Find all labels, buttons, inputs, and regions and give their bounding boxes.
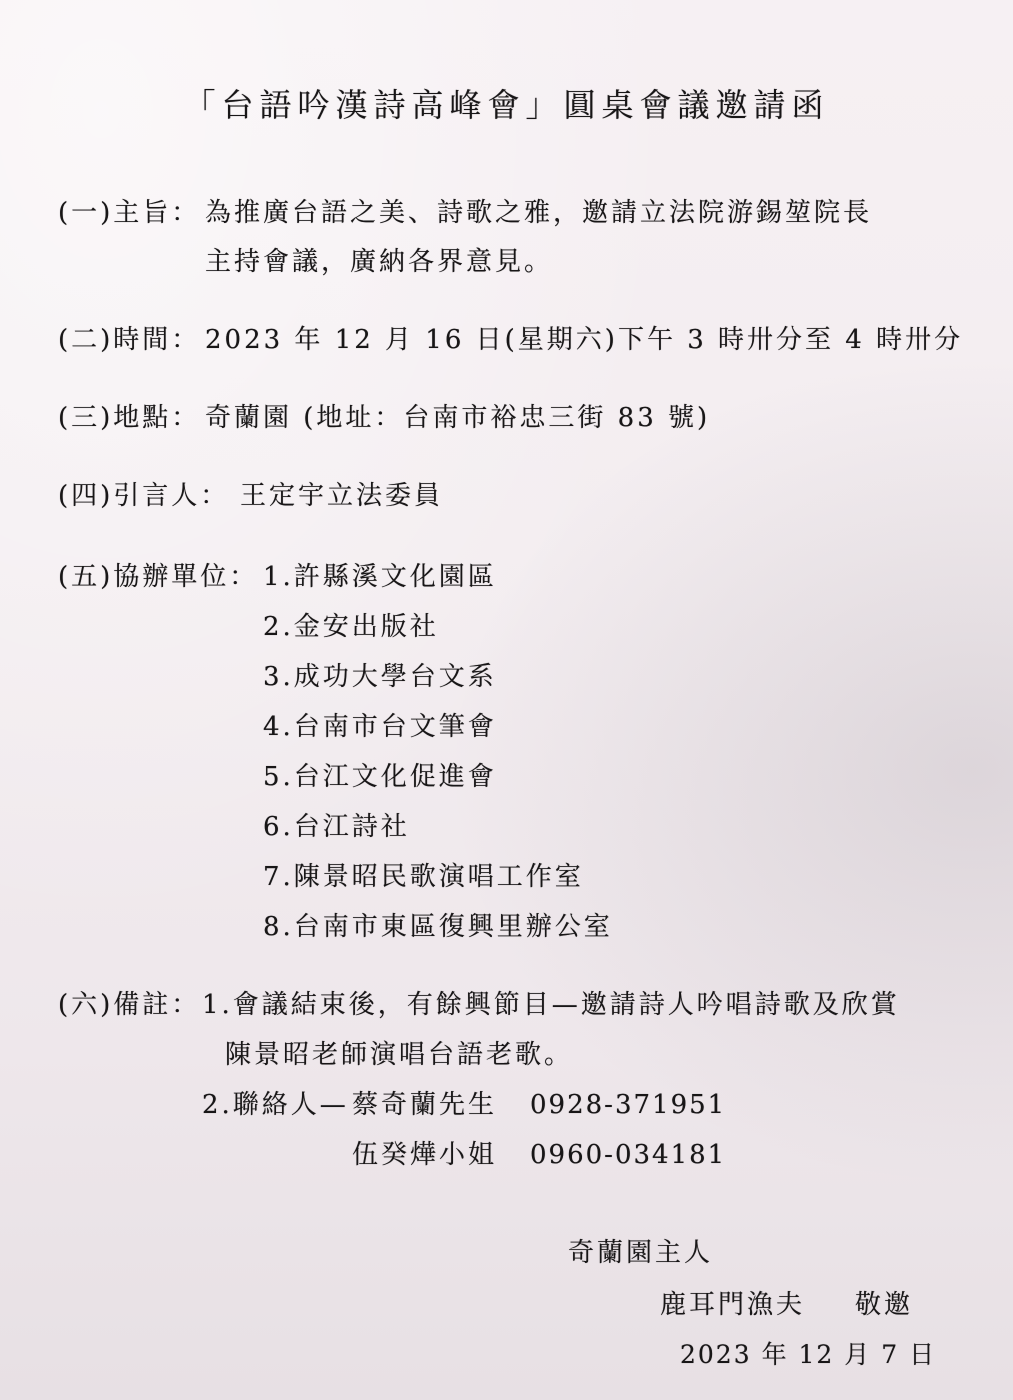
notes-item-line: 陳景昭老師演唱台語老歌。 bbox=[225, 1040, 574, 1070]
contact-name: 伍癸燁小姐 bbox=[352, 1140, 498, 1170]
notes-label: (六)備註： bbox=[58, 990, 201, 1020]
time-label: (二)時間： bbox=[58, 325, 201, 355]
document-title: 「台語吟漢詩高峰會」圓桌會議邀請函 bbox=[183, 86, 830, 124]
purpose-text-line: 為推廣台語之美、詩歌之雅，邀請立法院游錫堃院長 bbox=[205, 198, 873, 228]
co-organizers-label: (五)協辦單位： bbox=[58, 562, 259, 592]
time-value: 2023 年 12 月 16 日(星期六)下午 3 時卅分至 4 時卅分 bbox=[205, 325, 964, 355]
co-organizer-item: 1.許縣溪文化園區 bbox=[263, 562, 497, 592]
speaker-label: (四)引言人： bbox=[58, 481, 230, 511]
signature-closing: 敬邀 bbox=[855, 1290, 914, 1320]
signature-date: 2023 年 12 月 7 日 bbox=[680, 1340, 937, 1369]
co-organizer-item: 7.陳景昭民歌演唱工作室 bbox=[263, 862, 584, 892]
purpose-text-line: 主持會議，廣納各界意見。 bbox=[205, 247, 554, 277]
contact-phone: 0928-371951 bbox=[530, 1090, 727, 1120]
contact-phone: 0960-034181 bbox=[530, 1140, 727, 1170]
contact-name: 蔡奇蘭先生 bbox=[352, 1090, 498, 1120]
signature-host: 奇蘭園主人 bbox=[568, 1238, 714, 1268]
venue-label: (三)地點： bbox=[58, 403, 201, 433]
venue-value: 奇蘭園 (地址：台南市裕忠三街 83 號) bbox=[205, 403, 711, 433]
notes-item-line: 1.會議結束後，有餘興節目—邀請詩人吟唱詩歌及欣賞 bbox=[202, 990, 900, 1020]
co-organizer-item: 2.金安出版社 bbox=[263, 612, 439, 642]
co-organizer-item: 3.成功大學台文系 bbox=[263, 662, 497, 692]
co-organizer-item: 5.台江文化促進會 bbox=[263, 762, 497, 792]
purpose-label: (一)主旨： bbox=[58, 198, 201, 228]
contact-label: 2.聯絡人— bbox=[202, 1090, 349, 1120]
co-organizer-item: 8.台南市東區復興里辦公室 bbox=[263, 912, 613, 942]
co-organizer-item: 6.台江詩社 bbox=[263, 812, 410, 842]
signature-sender: 鹿耳門漁夫 bbox=[660, 1290, 806, 1320]
co-organizer-item: 4.台南市台文筆會 bbox=[263, 712, 497, 742]
speaker-value: 王定宇立法委員 bbox=[240, 481, 444, 511]
